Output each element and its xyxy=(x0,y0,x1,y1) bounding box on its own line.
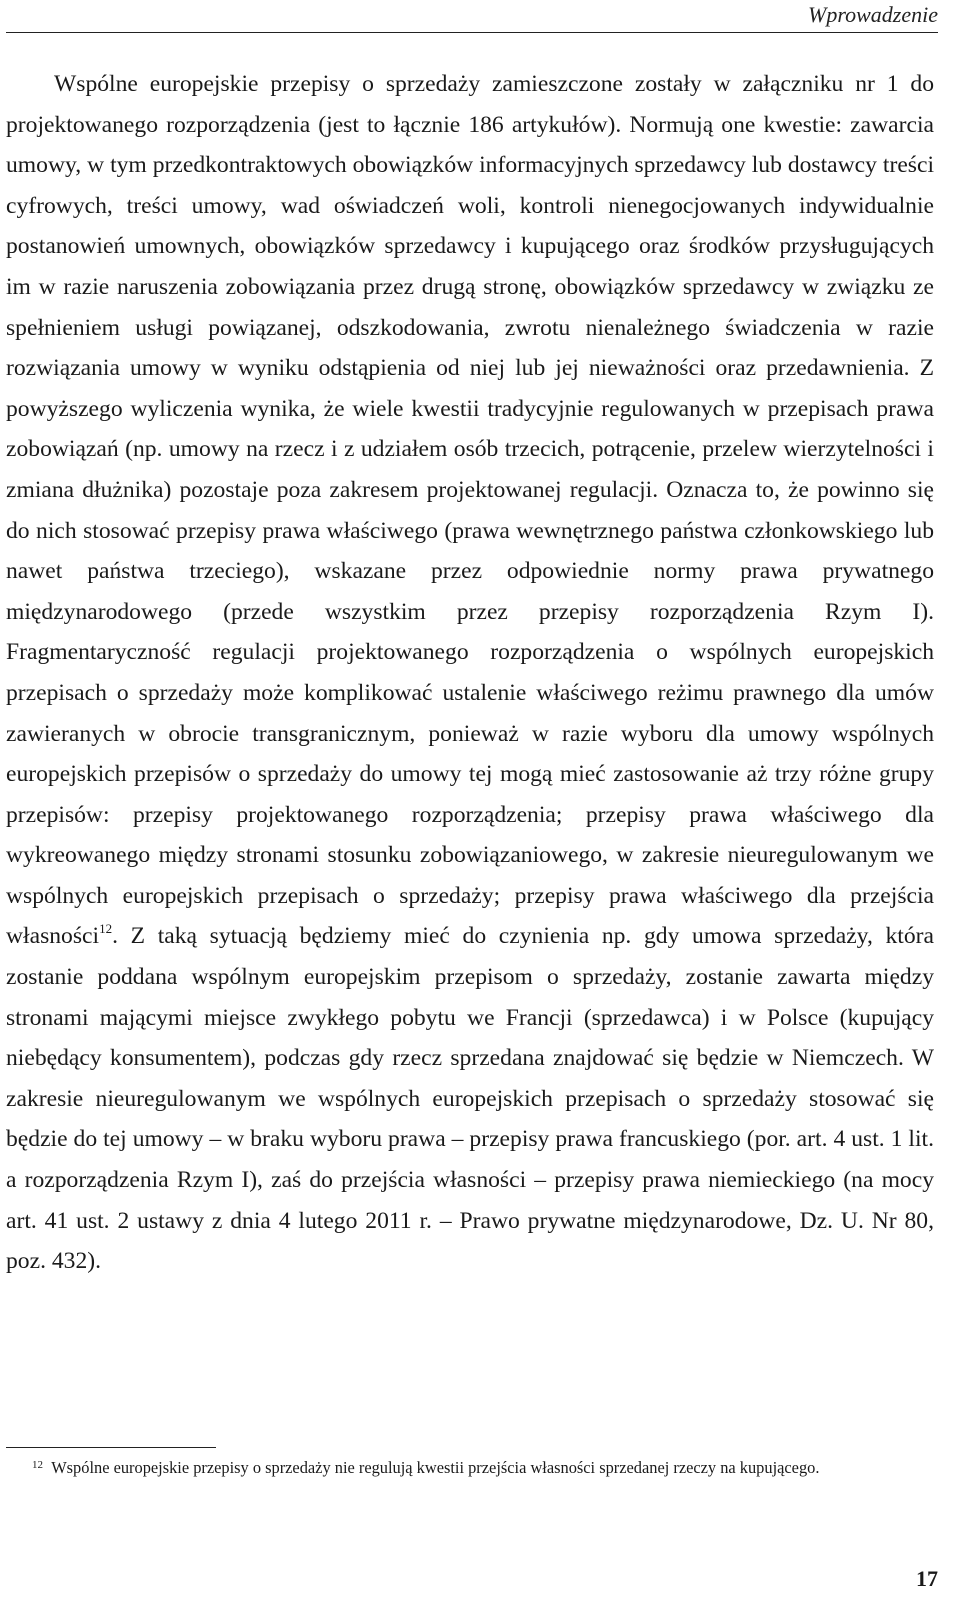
main-paragraph xyxy=(6,64,934,1282)
page-number: 17 xyxy=(916,1566,938,1591)
running-header: Wprowadzenie xyxy=(808,2,938,27)
paragraph-text-part-1: Wspólne europejskie przepisy o sprzedaży zamieszczone zostały w załączniku nr 1 do projektowanego rozporządzenia (jest to łącznie 186 artykułów). Normują one kwestie: zawarcia umowy, w tym przedkontraktowych obowiązków informacyjnych sprzedawcy lub dostawcy treści cyfrowych, treści umowy, wad oświadczeń woli, kontroli nienegocjowanych indywidualnie postanowień umownych, obowiązków sprzedawcy i kupującego oraz środków przysługujących im w razie naruszenia zobowiązania przez drugą stronę, obowiązków sprzedawcy w związku ze spełnieniem usługi powiązanej, odszkodowania, zwrotu nienależnego świadczenia w razie rozwiązania umowy w wyniku odstąpienia od niej lub jej nieważności oraz przedawnienia. Z powyższego wyliczenia wynika, że wiele kwestii tradycyjnie regulowanych w przepisach prawa zobowiązań (np. umowy na rzecz i z udziałem osób trzecich, potrącenie, przelew wierzytelności i zmiana dłużnika) pozostaje poza zakresem projektowanej regulacji. Oznacza to, że powinno się do nich stosować przepisy prawa właściwego (prawa wewnętrznego państwa członkowskiego lub nawet państwa trzeciego), wskazane przez odpowiednie normy prawa prywatnego międzynarodowego (przede wszystkim przez przepisy rozporządzenia Rzym I). Fragmentaryczność regulacji projektowanego rozporządzenia o wspólnych europejskich przepisach o sprzedaży może komplikować ustalenie właściwego reżimu prawnego dla umów zawieranych w obrocie transgranicznym, ponieważ w razie wyboru dla umowy wspólnych europejskich przepisów o sprzedaży do umowy tej mogą mieć zastosowanie aż trzy różne grupy przepisów: przepisy projektowanego rozporządzenia; przepisy prawa właściwego dla wykreowanego między stronami stosunku zobowiązaniowego, w zakresie nieuregulowanym we wspólnych europejskich przepisach o sprzedaży; przepisy prawa właściwego dla przejścia własności xyxy=(6,71,934,950)
footnote-text: Wspólne europejskie przepisy o sprzedaży nie regulują kwestii przejścia własności sprzedanej rzeczy na kupującego. xyxy=(51,1458,820,1477)
paragraph-text-part-2: . Z taką sytuacją będziemy mieć do czynienia np. gdy umowa sprzedaży, która zostanie poddana wspólnym europejskim przepisom o sprzedaży, zostanie zawarta między stronami mającymi miejsce zwykłego pobytu we Francji (sprzedawca) i w Polsce (kupujący niebędący konsumentem), podczas gdy rzecz sprzedana znajdować się będzie w Niemczech. W zakresie nieuregulowanym we wspólnych europejskich przepisach o sprzedaży stosować się będzie do tej umowy – w braku wyboru prawa – przepisy prawa francuskiego (por. art. 4 ust. 1 lit. a rozporządzenia Rzym I), zaś do przejścia własności – przepisy prawa niemieckiego (na mocy art. 41 ust. 2 ustawy z dnia 4 lutego 2011 r. – Prawo prywatne międzynarodowe, Dz. U. Nr 80, poz. 432). xyxy=(6,923,934,1275)
header-rule xyxy=(6,32,938,33)
footnote xyxy=(6,1455,934,1481)
footnote-rule xyxy=(6,1447,216,1448)
footnote-number: 12 xyxy=(32,1459,43,1471)
footnote-reference[interactable]: 12 xyxy=(99,921,113,937)
